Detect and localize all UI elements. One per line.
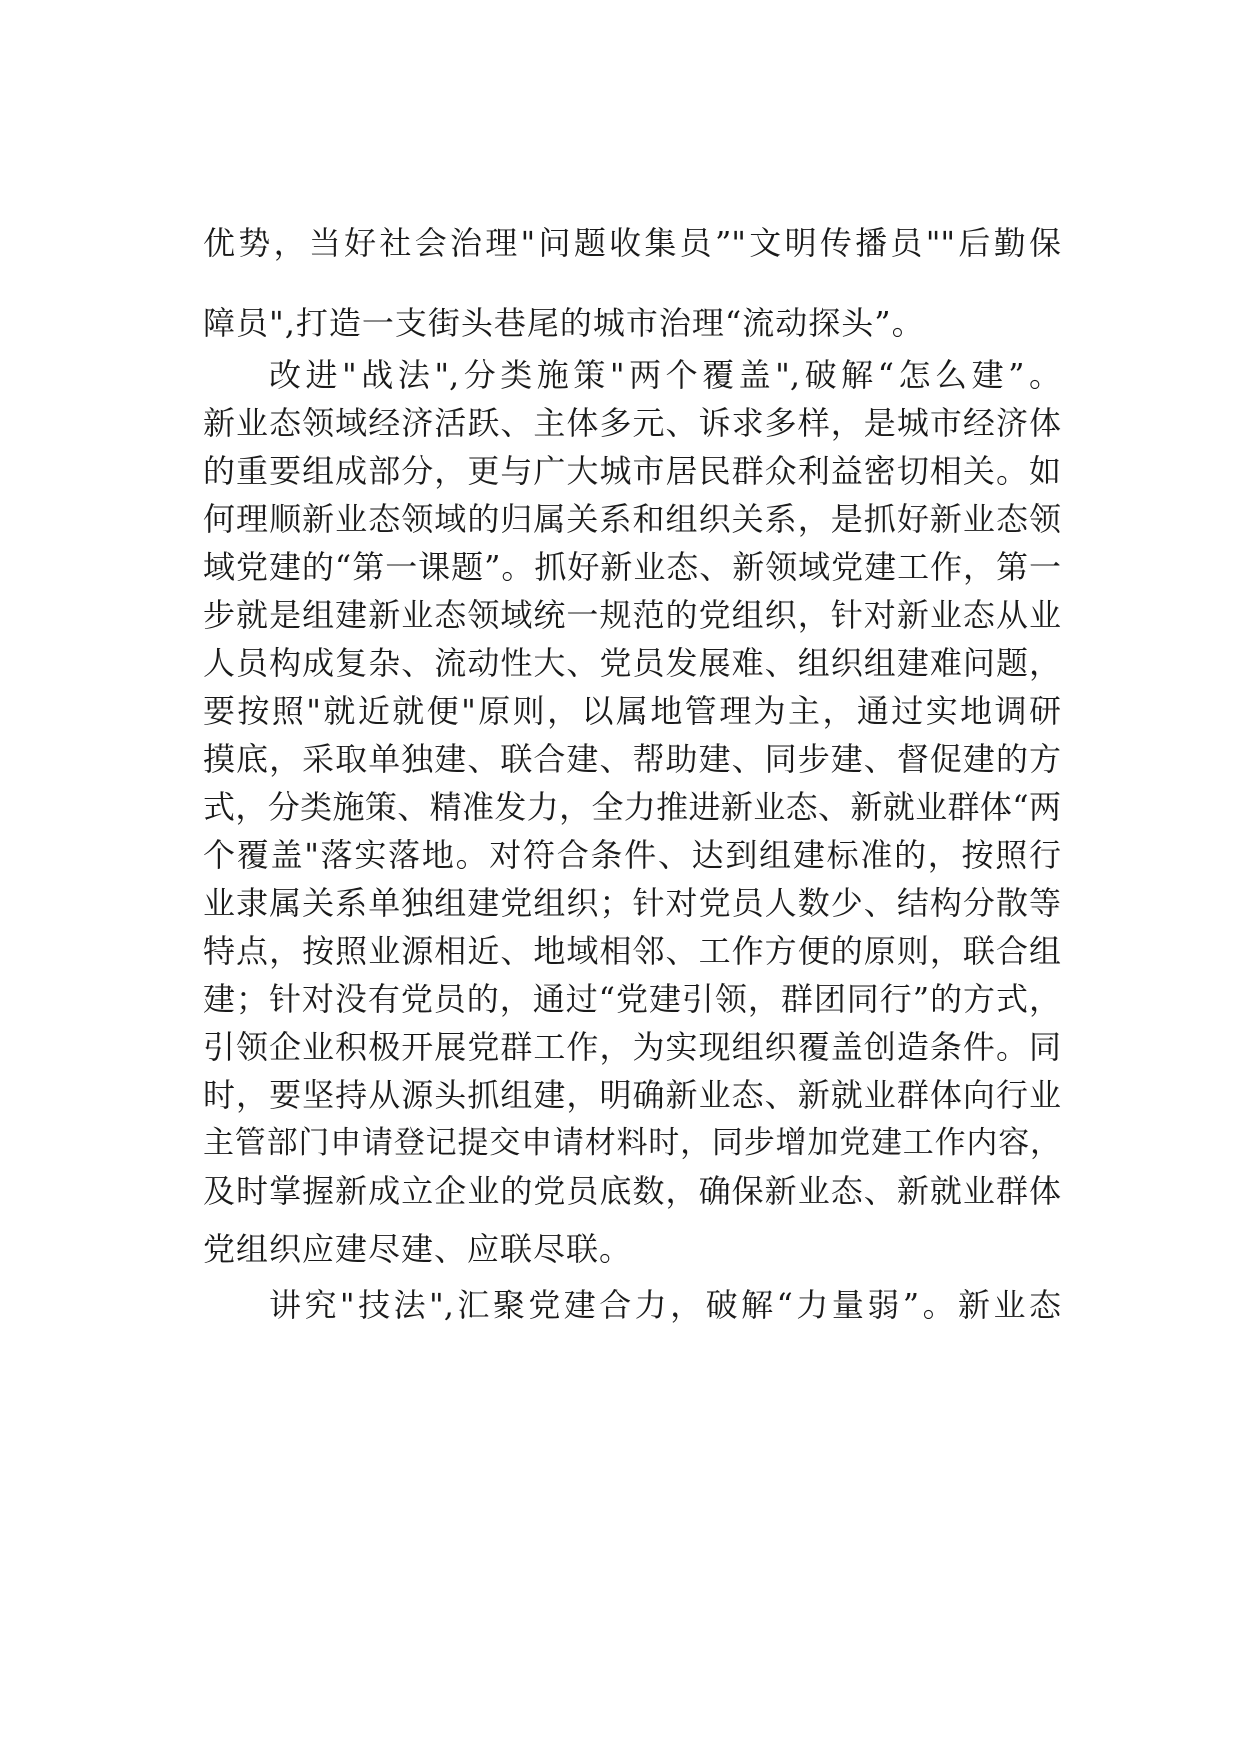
body-text-line: 业隶属关系单独组建党组织；针对党员人数少、结构分散等	[203, 884, 1061, 922]
body-text-line: 及时掌握新成立企业的党员底数，确保新业态、新就业群体	[203, 1172, 1061, 1210]
paragraph-heading-line: 改进"战法",分类施策"两个覆盖",破解“怎么建”。	[269, 356, 1061, 394]
body-text-line: 党组织应建尽建、应联尽联。	[203, 1230, 633, 1268]
body-text-line: 式，分类施策、精准发力，全力推进新业态、新就业群体“两	[203, 788, 1061, 826]
body-text-line: 个覆盖"落实落地。对符合条件、达到组建标准的，按照行	[203, 836, 1061, 874]
body-text-line: 引领企业积极开展党群工作，为实现组织覆盖创造条件。同	[203, 1028, 1061, 1066]
paragraph-heading-line: 讲究"技法",汇聚党建合力，破解“力量弱”。新业态	[269, 1286, 1061, 1324]
body-text-line: 域党建的“第一课题”。抓好新业态、新领域党建工作，第一	[203, 548, 1061, 586]
body-text-line: 何理顺新业态领域的归属关系和组织关系，是抓好新业态领	[203, 500, 1061, 538]
body-text-line: 摸底，采取单独建、联合建、帮助建、同步建、督促建的方	[203, 740, 1061, 778]
body-text-line: 的重要组成部分，更与广大城市居民群众利益密切相关。如	[203, 452, 1061, 490]
body-text-line: 人员构成复杂、流动性大、党员发展难、组织组建难问题，	[203, 644, 1061, 682]
body-text-line: 优势，当好社会治理"问题收集员”"文明传播员""后勤保	[203, 224, 1061, 262]
body-text-line: 建；针对没有党员的，通过“党建引领，群团同行”的方式，	[203, 980, 1061, 1018]
body-text-line: 主管部门申请登记提交申请材料时，同步增加党建工作内容，	[203, 1125, 1061, 1161]
body-text-line: 要按照"就近就便"原则，以属地管理为主，通过实地调研	[203, 692, 1061, 730]
body-text-line: 新业态领域经济活跃、主体多元、诉求多样，是城市经济体	[203, 404, 1061, 442]
body-text-line: 时，要坚持从源头抓组建，明确新业态、新就业群体向行业	[203, 1076, 1061, 1114]
body-text-line: 特点，按照业源相近、地域相邻、工作方便的原则，联合组	[203, 932, 1061, 970]
body-text-line: 障员",打造一支街头巷尾的城市治理“流动探头”。	[203, 304, 925, 342]
body-text-line: 步就是组建新业态领域统一规范的党组织，针对新业态从业	[203, 596, 1061, 634]
